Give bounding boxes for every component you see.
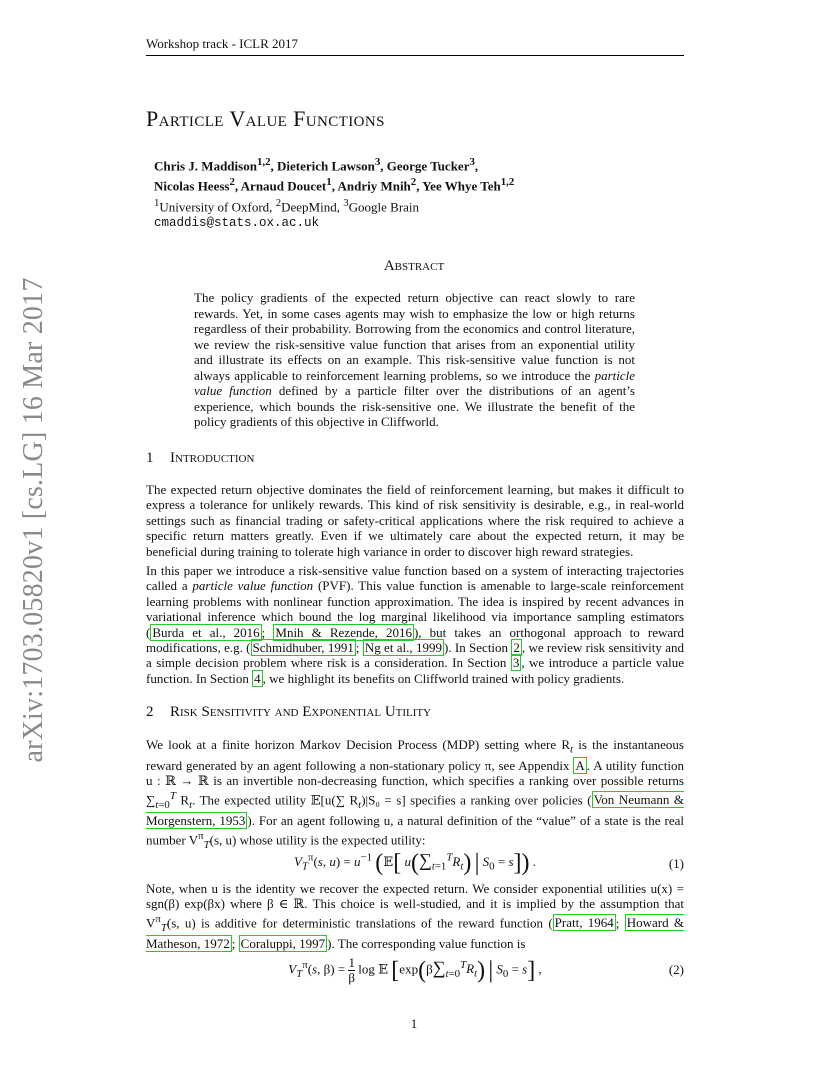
equation-2-number: (2) [668, 962, 684, 977]
intro-paragraph-1: The expected return objective dominates the field of reinforcement learning, but makes it difficult to express a tolerance for unlikely rewards. This kind of risk sensitivity is desirable, e.g., in real-world settings such as financial trading or safety-critical applications where the risk required to achieve a specific return matters greatly. Even if we ultimately care about the expected return, it may be beneficial during training to tolerate high variance in order to discover high reward strategies. [146, 482, 684, 559]
cite-burda-2016[interactable]: Burda et al., 2016 [152, 624, 260, 640]
section-2-number: 2 [146, 704, 154, 720]
header-rule [146, 55, 684, 56]
authors-line-2: Nicolas Heess$^2$, Arnaud Doucet$^1$, Andriy Mnih$^2$, Yee Whye Teh$^{1,2}$ [154, 176, 515, 194]
authors-line-1: Chris J. Maddison$^{1,2}$, Dieterich Lawson$^3$, George Tucker$^3$, [154, 156, 479, 174]
intro-paragraph-2: In this paper we introduce a risk-sensitive value function based on a system of interacting trajectories called a particle value function (PVF). This value function is amenable to large-scale reinforcement learning problems with nonlinear function approximation. The idea is inspired by recent advances in variational inference which bound the log marginal likelihood via importance sampling estimators ( Burda et al., 2016 ; Mnih & Rezende, 2016 ), but takes an orthogonal approach to reward modifications, e.g. ( Schmidhuber, 1991 ; Ng et al., 1999 ). In Section 2 , we review risk sensitivity and a simple decision problem where risk is a consideration. In Section 3 , we introduce a particle value function. In Section 4 , we highlight its benefits on Cliffworld trained with policy gradients. [146, 563, 685, 686]
affiliations: $^1$University of Oxford, $^2$DeepMind, $^3$Google Brain [154, 196, 420, 214]
paper-title: Particle Value Functions [146, 106, 385, 131]
cite-von-neumann-1953[interactable]: Von Neumann & Morgenstern, 1953 [146, 792, 684, 829]
cite-coraluppi-1997[interactable]: Coraluppi, 1997 [240, 936, 326, 952]
equation-1-number: (1) [668, 856, 684, 871]
cite-ng-1999[interactable]: Ng et al., 1999 [364, 640, 442, 656]
section-2-heading [146, 704, 431, 721]
equation-2: $V_T^\pi(s$, β) = $\frac{1}{\beta}$ log 𝔼 [$\exp(\beta\sum_{t=0}^TR_t)$ | $S_0 = s$] , (2) [288, 955, 684, 985]
section-1-title: Introduction [170, 450, 255, 466]
arxiv-stamp [14, 277, 54, 763]
ref-appendix-a[interactable]: A [575, 758, 585, 773]
author-email: cmaddis@stats.ox.ac.uk [154, 215, 320, 230]
running-header: Workshop track - ICLR 2017 [146, 36, 299, 51]
cite-mnih-rezende-2016[interactable]: Mnih & Rezende, 2016 [275, 624, 412, 640]
section-1-number: 1 [146, 450, 154, 466]
abstract-heading: Abstract [383, 258, 445, 274]
ref-section-3[interactable]: 3 [512, 655, 520, 671]
section-2-paragraph-1: We look at a finite horizon Markov Decision Process (MDP) setting where $R_t$ is the instantaneous reward generated by an agent following a non-stationary policy π, see Appendix A . A utility function u : ℝ → ℝ is an invertible non-decreasing function, which specifies a ranking over possible returns $\sum_{t=0}^T$ $R_t$. The expected utility 𝔼[u(∑ $R_t)|S_0 = s$] specifies a ranking over policies ( Von Neumann & Morgenstern, 1953 ). For an agent following u, a natural definition of the “value” of a state is the real number $V^\pi_T(s$, u) whose utility is the expected utility: [146, 737, 685, 851]
section-2-title: Risk Sensitivity and Exponential Utility [170, 704, 432, 720]
section-2-paragraph-2: Note, when u is the identity we recover the expected return. We consider exponential utilities u(x) = sgn(β) exp(βx) where β ∈ ℝ. This choice is well-studied, and it is implied by the assumption that $V^\pi_T(s$, u) is additive for deterministic translations of the reward function ( Pratt, 1964 ; Howard & Matheson, 1972 ; Coraluppi, 1997 ). The corresponding value function is [146, 881, 684, 952]
page-number: 1 [410, 1016, 418, 1031]
cite-howard-matheson-1972[interactable]: Howard & Matheson, 1972 [146, 915, 684, 952]
author-block [154, 154, 514, 232]
section-1-heading [146, 450, 254, 467]
cite-pratt-1964[interactable]: Pratt, 1964 [554, 915, 614, 931]
ref-section-2[interactable]: 2 [513, 640, 520, 656]
equation-1: $V_T^\pi(s$, $u) = u^{-1}$ (𝔼[ $u(\sum_{t=1}^TR_t)$ | $S_0 = s$]) . (1) [293, 850, 684, 876]
arxiv-stamp-text: arXiv:1703.05820v1 [cs.LG] 16 Mar 2017 [18, 277, 49, 763]
cite-schmidhuber-1991[interactable]: Schmidhuber, 1991 [252, 640, 354, 656]
abstract-text: The policy gradients of the expected return objective can react slowly to rare rewards. Yet, in some cases agents may wish to emphasize the low or high returns regardless of their probability. Borrowing from the economics and control literature, we review the risk-sensitive value function that arises from an exponential utility and illustrate its effects on an example. This risk-sensitive value function is not always applicable to reinforcement learning problems, so we introduce the particle value function defined by a particle filter over the distributions of an agent’s experience, which bounds the risk-sensitive one. We illustrate the benefit of the policy gradients of this objective in Cliffworld. [194, 290, 635, 429]
ref-section-4[interactable]: 4 [254, 670, 261, 686]
